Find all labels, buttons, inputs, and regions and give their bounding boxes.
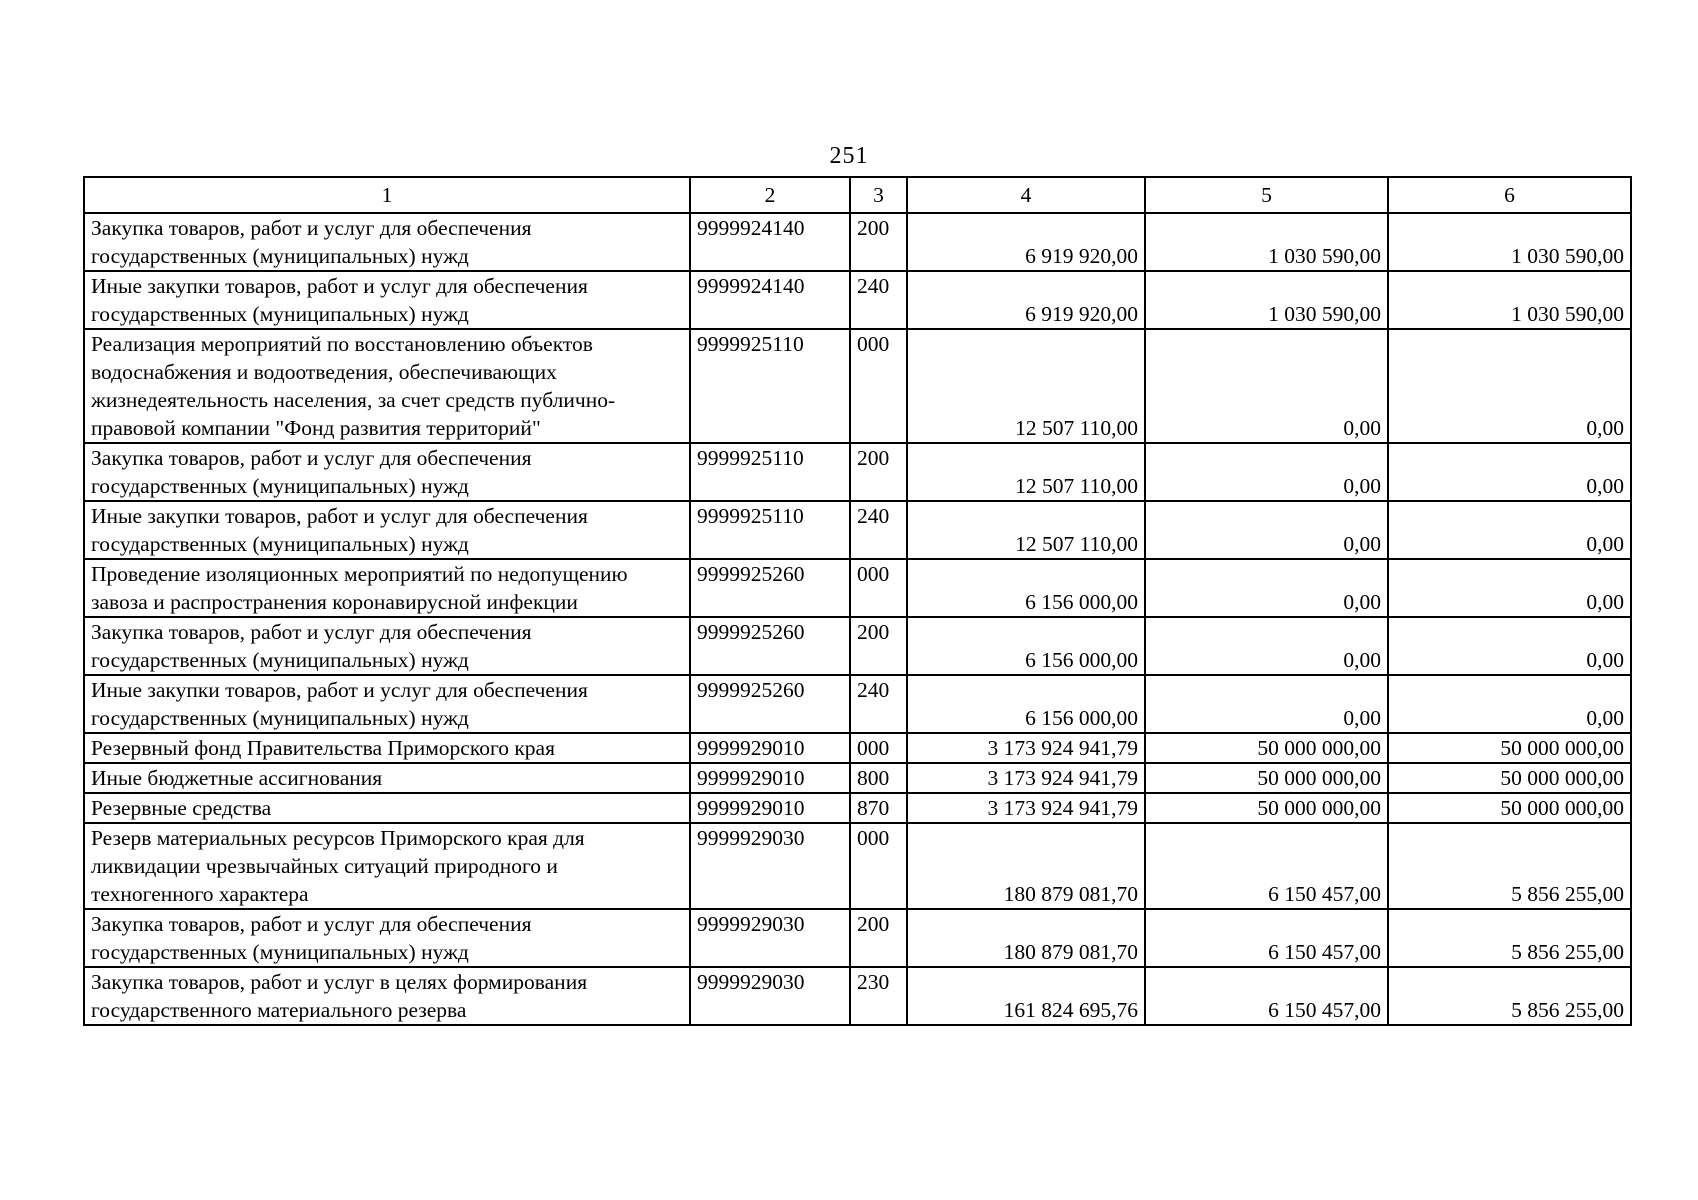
row-value-col6-cell: 0,00	[1388, 559, 1631, 617]
table-row	[84, 271, 1631, 329]
column-header: 1	[84, 177, 690, 213]
row-value-col4-cell: 6 919 920,00	[907, 271, 1145, 329]
row-value-col4-cell: 6 156 000,00	[907, 617, 1145, 675]
row-value-col5-cell: 6 150 457,00	[1145, 909, 1388, 967]
row-expense-type-cell: 230	[850, 967, 907, 1025]
row-value-col5-cell: 50 000 000,00	[1145, 733, 1388, 763]
table-row	[84, 909, 1631, 967]
row-code-cell: 9999925260	[690, 617, 850, 675]
row-value-col5-cell: 0,00	[1145, 675, 1388, 733]
row-value-col6-cell: 5 856 255,00	[1388, 967, 1631, 1025]
row-value-col6-cell: 0,00	[1388, 617, 1631, 675]
row-value-col6-cell: 50 000 000,00	[1388, 793, 1631, 823]
row-code-cell: 9999929010	[690, 763, 850, 793]
row-value-col5-cell: 6 150 457,00	[1145, 967, 1388, 1025]
row-value-col6-cell: 0,00	[1388, 675, 1631, 733]
row-expense-type-cell: 240	[850, 501, 907, 559]
row-value-col4-cell: 3 173 924 941,79	[907, 793, 1145, 823]
row-expense-type-cell: 240	[850, 271, 907, 329]
row-code-cell: 9999924140	[690, 271, 850, 329]
row-value-col4-cell: 6 156 000,00	[907, 675, 1145, 733]
row-expense-type-cell: 200	[850, 213, 907, 271]
row-value-col4-cell: 12 507 110,00	[907, 443, 1145, 501]
row-expense-type-cell: 000	[850, 559, 907, 617]
row-value-col6-cell: 50 000 000,00	[1388, 733, 1631, 763]
row-value-col4-cell: 161 824 695,76	[907, 967, 1145, 1025]
row-code-cell: 9999929030	[690, 909, 850, 967]
table-header-row	[84, 177, 1631, 213]
table-row	[84, 559, 1631, 617]
row-value-col6-cell: 5 856 255,00	[1388, 823, 1631, 909]
row-value-col5-cell: 1 030 590,00	[1145, 271, 1388, 329]
row-name-cell: Иные бюджетные ассигнования	[84, 763, 690, 793]
row-expense-type-cell: 000	[850, 329, 907, 443]
row-name-cell: Закупка товаров, работ и услуг для обеспечения государственных (муниципальных) нужд	[84, 213, 690, 271]
row-code-cell: 9999929010	[690, 793, 850, 823]
table-row	[84, 733, 1631, 763]
row-value-col4-cell: 3 173 924 941,79	[907, 763, 1145, 793]
row-value-col4-cell: 180 879 081,70	[907, 823, 1145, 909]
row-name-cell: Иные закупки товаров, работ и услуг для обеспечения государственных (муниципальных) нужд	[84, 501, 690, 559]
row-expense-type-cell: 800	[850, 763, 907, 793]
column-header: 2	[690, 177, 850, 213]
row-name-cell: Иные закупки товаров, работ и услуг для обеспечения государственных (муниципальных) нужд	[84, 675, 690, 733]
row-expense-type-cell: 200	[850, 617, 907, 675]
row-expense-type-cell: 240	[850, 675, 907, 733]
row-expense-type-cell: 000	[850, 733, 907, 763]
row-code-cell: 9999924140	[690, 213, 850, 271]
table-row	[84, 793, 1631, 823]
row-value-col4-cell: 3 173 924 941,79	[907, 733, 1145, 763]
row-value-col4-cell: 6 156 000,00	[907, 559, 1145, 617]
row-value-col6-cell: 50 000 000,00	[1388, 763, 1631, 793]
row-value-col5-cell: 50 000 000,00	[1145, 763, 1388, 793]
row-name-cell: Закупка товаров, работ и услуг для обеспечения государственных (муниципальных) нужд	[84, 443, 690, 501]
row-code-cell: 9999925260	[690, 675, 850, 733]
row-code-cell: 9999929030	[690, 967, 850, 1025]
row-expense-type-cell: 870	[850, 793, 907, 823]
row-value-col6-cell: 0,00	[1388, 329, 1631, 443]
table-row	[84, 443, 1631, 501]
row-code-cell: 9999929010	[690, 733, 850, 763]
row-value-col5-cell: 1 030 590,00	[1145, 213, 1388, 271]
row-name-cell: Закупка товаров, работ и услуг в целях формирования государственного материального резерва	[84, 967, 690, 1025]
table-row	[84, 763, 1631, 793]
row-name-cell: Иные закупки товаров, работ и услуг для обеспечения государственных (муниципальных) нужд	[84, 271, 690, 329]
table-row	[84, 967, 1631, 1025]
column-header: 3	[850, 177, 907, 213]
table-row	[84, 213, 1631, 271]
table-row	[84, 617, 1631, 675]
row-code-cell: 9999925110	[690, 501, 850, 559]
row-value-col4-cell: 12 507 110,00	[907, 501, 1145, 559]
table-row	[84, 823, 1631, 909]
row-value-col5-cell: 50 000 000,00	[1145, 793, 1388, 823]
table-row	[84, 675, 1631, 733]
row-value-col6-cell: 0,00	[1388, 443, 1631, 501]
row-code-cell: 9999929030	[690, 823, 850, 909]
row-value-col5-cell: 6 150 457,00	[1145, 823, 1388, 909]
row-value-col5-cell: 0,00	[1145, 617, 1388, 675]
row-value-col6-cell: 1 030 590,00	[1388, 271, 1631, 329]
row-value-col5-cell: 0,00	[1145, 501, 1388, 559]
row-value-col4-cell: 6 919 920,00	[907, 213, 1145, 271]
row-value-col6-cell: 5 856 255,00	[1388, 909, 1631, 967]
page-number: 251	[829, 143, 869, 169]
row-code-cell: 9999925110	[690, 443, 850, 501]
row-name-cell: Резерв материальных ресурсов Приморского края для ликвидации чрезвычайных ситуаций природного и техногенного характера	[84, 823, 690, 909]
row-value-col6-cell: 1 030 590,00	[1388, 213, 1631, 271]
row-value-col4-cell: 12 507 110,00	[907, 329, 1145, 443]
row-code-cell: 9999925260	[690, 559, 850, 617]
row-value-col5-cell: 0,00	[1145, 443, 1388, 501]
table-row	[84, 501, 1631, 559]
row-name-cell: Резервный фонд Правительства Приморского края	[84, 733, 690, 763]
row-name-cell: Закупка товаров, работ и услуг для обеспечения государственных (муниципальных) нужд	[84, 909, 690, 967]
row-expense-type-cell: 000	[850, 823, 907, 909]
row-name-cell: Резервные средства	[84, 793, 690, 823]
column-header: 4	[907, 177, 1145, 213]
row-value-col4-cell: 180 879 081,70	[907, 909, 1145, 967]
row-expense-type-cell: 200	[850, 909, 907, 967]
column-header: 6	[1388, 177, 1631, 213]
row-value-col5-cell: 0,00	[1145, 559, 1388, 617]
row-name-cell: Реализация мероприятий по восстановлению объектов водоснабжения и водоотведения, обеспечивающих жизнедеятельность населения, за счет средств публично-правовой компании "Фонд развития территорий"	[84, 329, 690, 443]
row-value-col5-cell: 0,00	[1145, 329, 1388, 443]
column-header: 5	[1145, 177, 1388, 213]
row-value-col6-cell: 0,00	[1388, 501, 1631, 559]
row-name-cell: Проведение изоляционных мероприятий по недопущению завоза и распространения коронавирусной инфекции	[84, 559, 690, 617]
budget-table	[83, 176, 1632, 1026]
row-expense-type-cell: 200	[850, 443, 907, 501]
row-code-cell: 9999925110	[690, 329, 850, 443]
table-row	[84, 329, 1631, 443]
row-name-cell: Закупка товаров, работ и услуг для обеспечения государственных (муниципальных) нужд	[84, 617, 690, 675]
